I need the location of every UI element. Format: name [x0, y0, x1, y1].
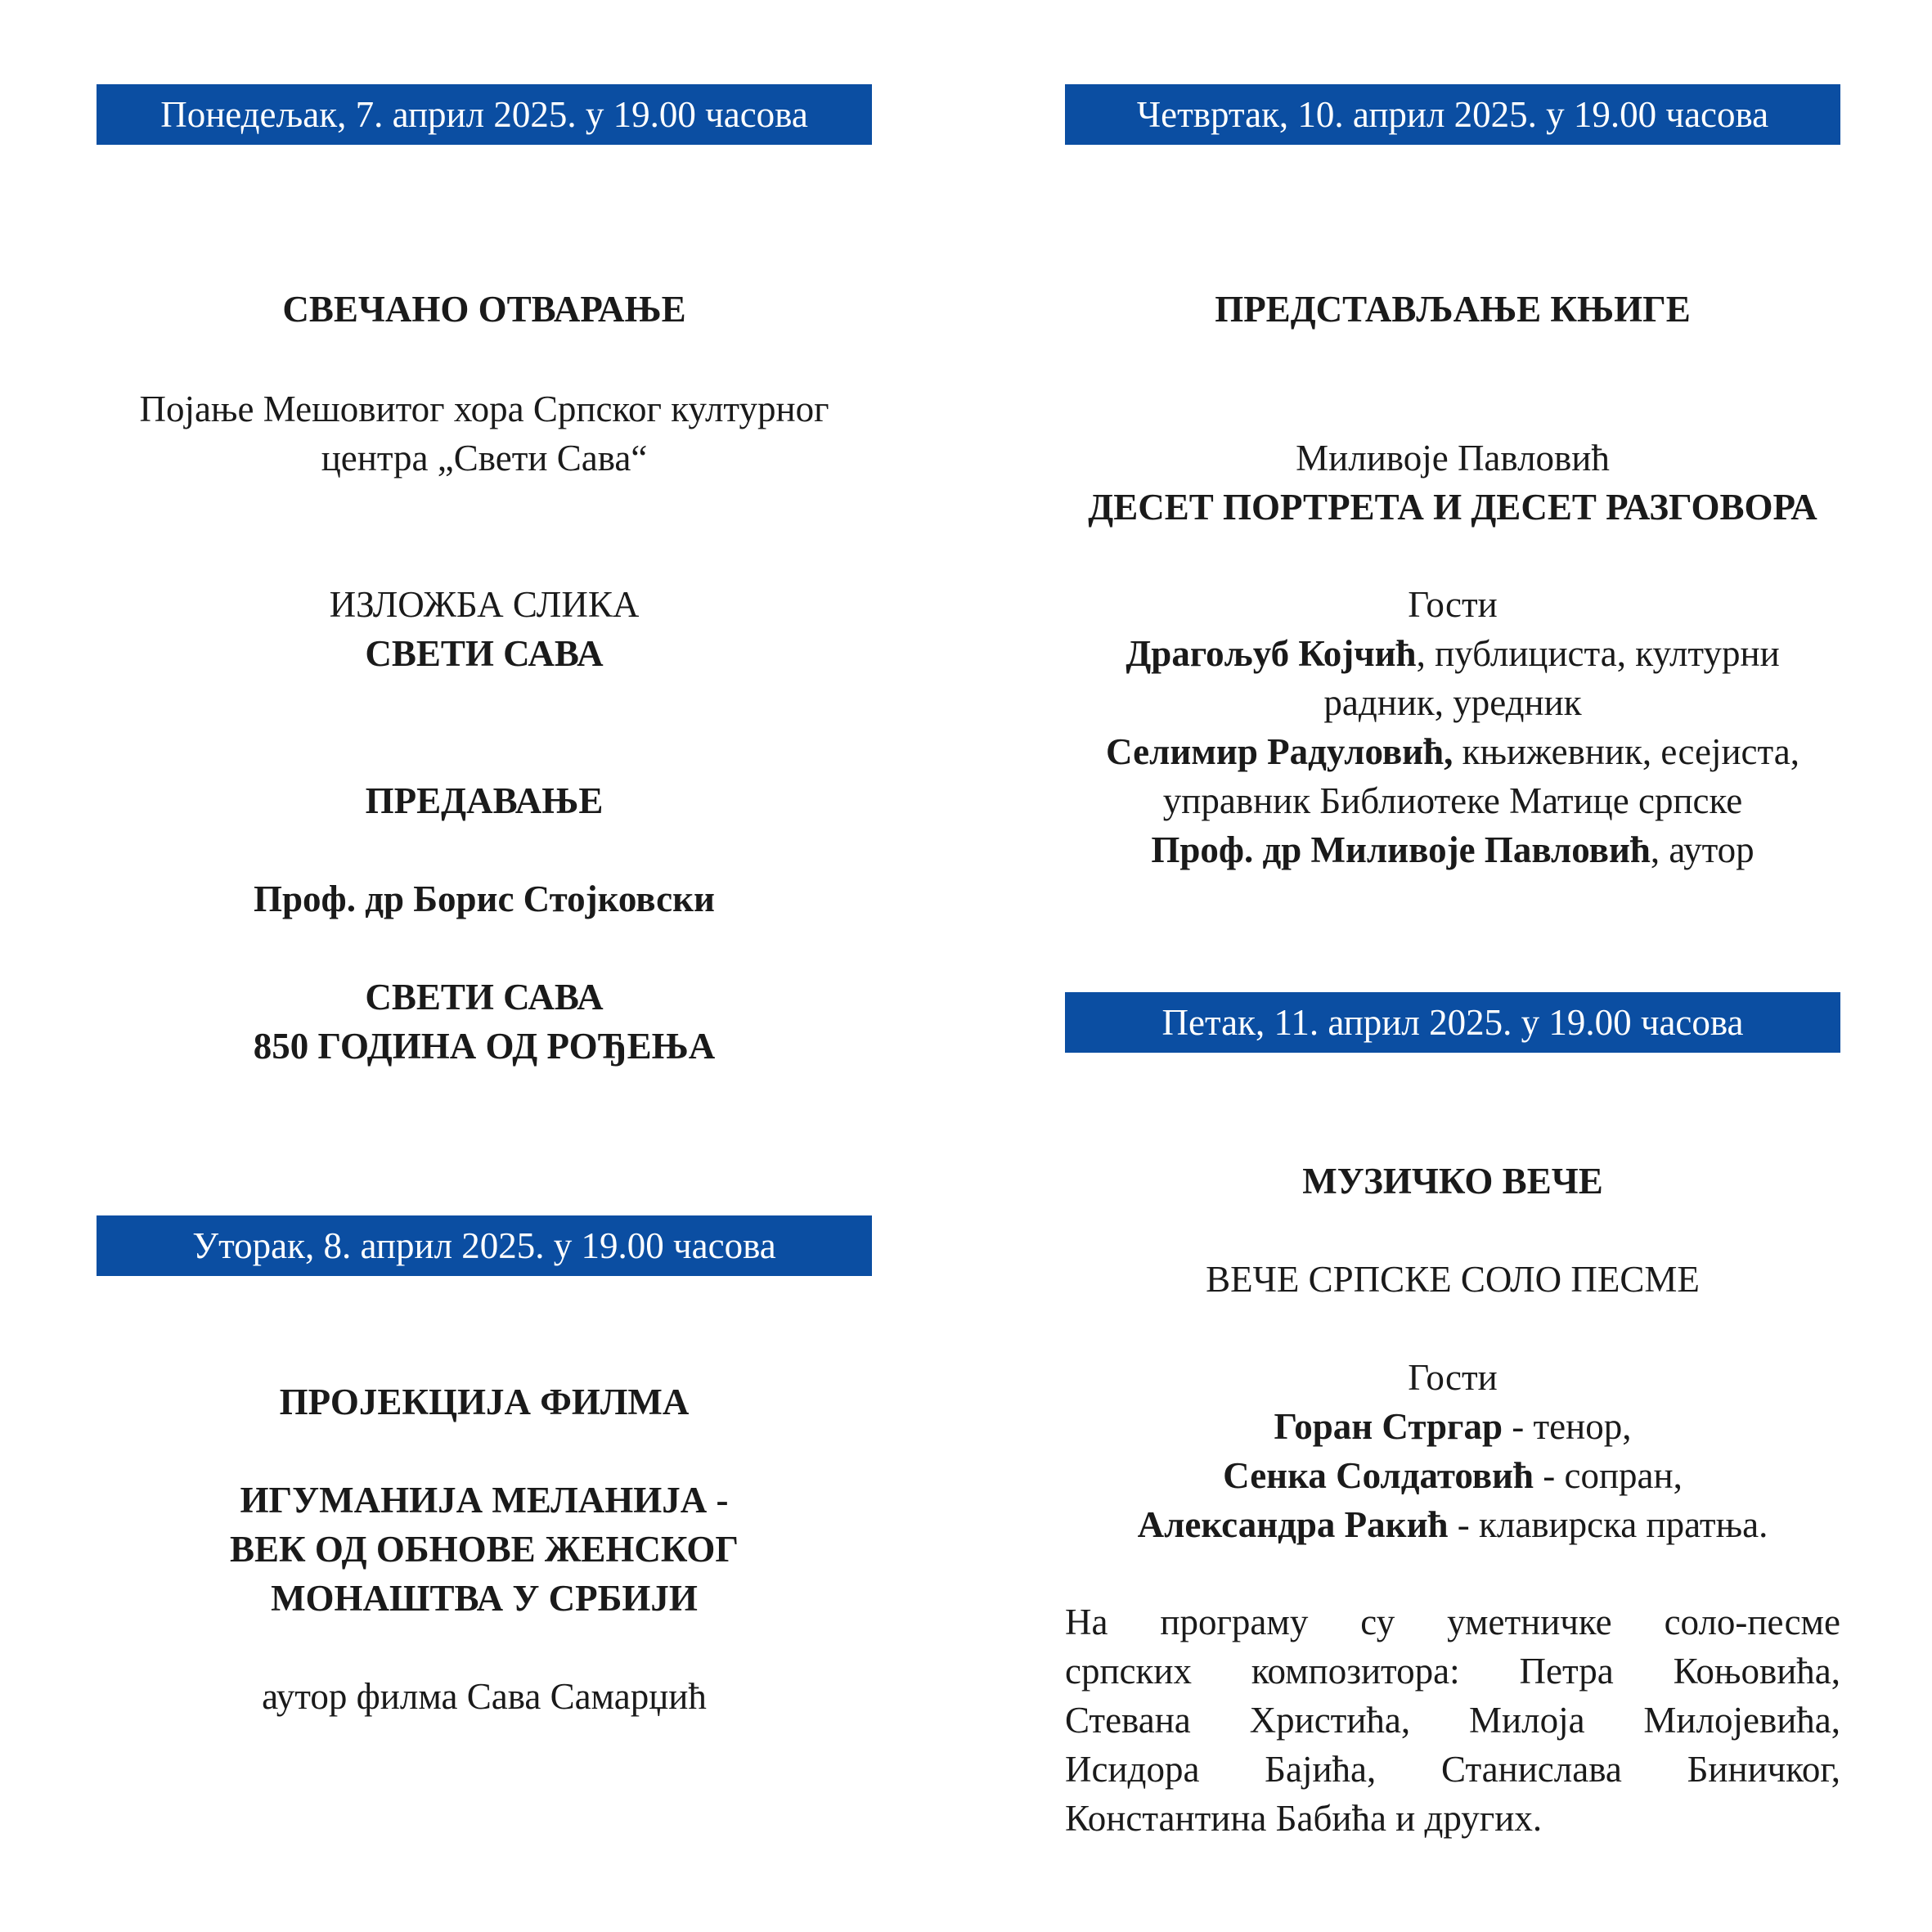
exhibition-label: ИЗЛОЖБА СЛИКА — [329, 584, 640, 625]
guest-line — [1065, 727, 1840, 776]
guests-label: Гости — [1408, 584, 1498, 625]
guest-line — [1065, 1402, 1840, 1451]
book-author: Миливоје Павловић — [1296, 438, 1610, 479]
guest-name: Селимир Радуловић, — [1106, 731, 1453, 772]
choir-line-1: Појање Мешовитог хора Српског културног — [139, 389, 829, 429]
guest-name: Драгољуб Којчић — [1126, 633, 1417, 674]
guest-role: - тенор, — [1502, 1406, 1632, 1447]
lecture-title-line-2: 850 ГОДИНА ОД РОЂЕЊА — [253, 1026, 716, 1067]
film-title-line-3: МОНАШТВА У СРБИЈИ — [271, 1578, 698, 1619]
lecture-title-line-1: СВЕТИ САВА — [365, 977, 604, 1018]
music-guests — [1065, 1353, 1840, 1549]
event-date-bar-monday: Понедељак, 7. април 2025. у 19.00 часова — [97, 84, 872, 145]
guest-name: Горан Стргар — [1274, 1406, 1503, 1447]
program-line: Константина Бабића и других. — [1065, 1798, 1543, 1839]
event-date-bar-thursday: Четвртак, 10. април 2025. у 19.00 часова — [1065, 84, 1840, 145]
guest-line — [1065, 1451, 1840, 1500]
film-title — [97, 1476, 872, 1623]
event-date-bar-friday: Петак, 11. април 2025. у 19.00 часова — [1065, 992, 1840, 1053]
film-title-line-2: ВЕК ОД ОБНОВЕ ЖЕНСКОГ — [229, 1529, 739, 1570]
guest-role-line: управник Библиотеке Матице српске — [1162, 780, 1743, 821]
guest-line — [1065, 825, 1840, 874]
book-title: ДЕСЕТ ПОРТРЕТА И ДЕСЕТ РАЗГОВОРА — [1088, 487, 1817, 528]
guests-label: Гости — [1408, 1357, 1498, 1398]
choir-description — [97, 384, 872, 483]
lecturer-name: Проф. др Борис Стојковски — [254, 878, 715, 919]
program-line: српских композитора: Петра Коњовића, — [1065, 1651, 1840, 1692]
exhibition — [97, 580, 872, 678]
film-screening-title: ПРОЈЕКЦИЈА ФИЛМА — [279, 1382, 690, 1422]
guest-name: Александра Ракић — [1137, 1504, 1449, 1545]
guest-role: књижевник, есејиста, — [1453, 731, 1799, 772]
guest-role: - сопран, — [1533, 1455, 1683, 1496]
film-title-line-1: ИГУМАНИЈА МЕЛАНИЈА - — [240, 1480, 729, 1521]
book-presentation-title: ПРЕДСТАВЉАЊЕ КЊИГЕ — [1215, 289, 1691, 330]
guest-line — [1065, 629, 1840, 678]
music-evening-subtitle: ВЕЧЕ СРПСКЕ СОЛО ПЕСМЕ — [1206, 1259, 1700, 1300]
guest-line — [1065, 1500, 1840, 1549]
program-line: Исидора Бајића, Станислава Биничког, — [1065, 1749, 1840, 1790]
event-date-bar-tuesday: Уторак, 8. април 2025. у 19.00 часова — [97, 1215, 872, 1276]
book-info — [1065, 434, 1840, 532]
guest-name: Сенка Солдатовић — [1223, 1455, 1534, 1496]
guest-role: , аутор — [1650, 829, 1755, 870]
guest-name: Проф. др Миливоје Павловић — [1151, 829, 1651, 870]
lecture-title — [97, 973, 872, 1071]
film-author: аутор филма Сава Самарџић — [262, 1676, 707, 1717]
program-description — [1065, 1597, 1840, 1843]
opening-title: СВЕЧАНО ОТВАРАЊЕ — [282, 289, 686, 330]
choir-line-2: центра „Свети Сава“ — [321, 438, 648, 479]
exhibition-title: СВЕТИ САВА — [365, 633, 604, 674]
guest-role: , публициста, културни — [1416, 633, 1780, 674]
book-guests — [1065, 580, 1840, 874]
program-line: На програму су уметничке соло-песме — [1065, 1602, 1840, 1642]
guest-role: - клавирска пратња. — [1448, 1504, 1768, 1545]
lecture-label: ПРЕДАВАЊЕ — [365, 780, 604, 821]
guest-role-line: радник, уредник — [1323, 682, 1582, 723]
program-line: Стевана Христића, Милоја Милојевића, — [1065, 1700, 1840, 1741]
music-evening-title: МУЗИЧКО ВЕЧЕ — [1302, 1161, 1603, 1202]
